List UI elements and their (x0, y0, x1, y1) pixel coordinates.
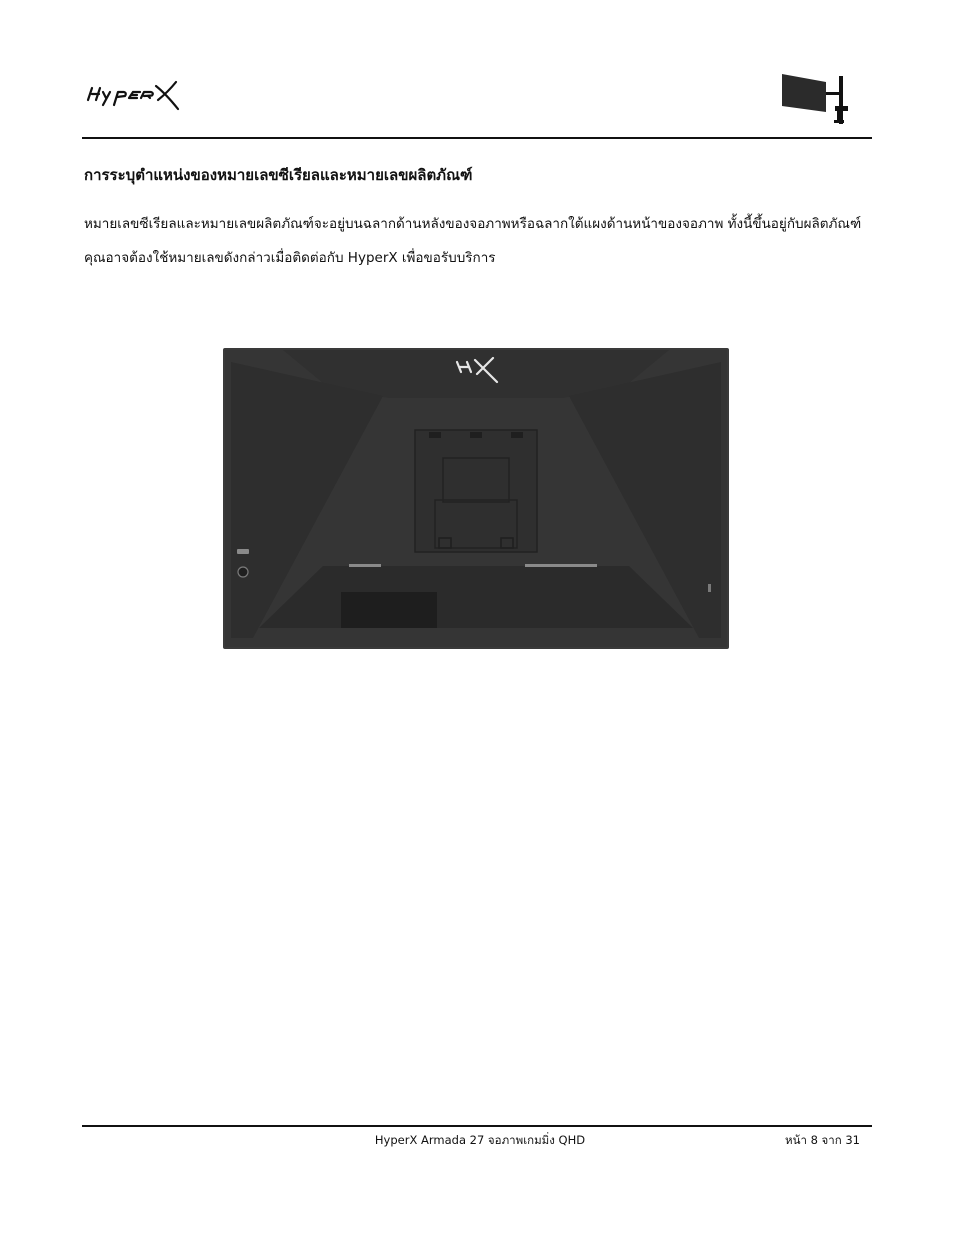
body-paragraph: หมายเลขซีเรียลและหมายเลขผลิตภัณฑ์จะอยู่บนฉลากด้านหลังของจอภาพหรือฉลากใต้แผงด้านหน้าของจอภาพ ทั้งนี้ขึ้นอยู่กับผลิตภัณฑ์ คุณอาจต้องใช้หมายเลขดังกล่าวเมื่อติดต่อกับ HyperX เพื่อขอรับบริการ (84, 216, 862, 266)
page-header (0, 0, 954, 140)
section-title: การระบุตำแหน่งของหมายเลขซีเรียลและหมายเลขผลิตภัณฑ์ (84, 166, 473, 184)
footer-divider (82, 1125, 872, 1127)
hyperx-logo (84, 78, 182, 112)
footer-page-number: หน้า 8 จาก 31 (785, 1133, 860, 1147)
footer-doc-title: HyperX Armada 27 จอภาพเกมมิ่ง QHD (374, 1133, 586, 1147)
monitor-rear-view-illustration (223, 348, 729, 649)
header-divider (82, 137, 872, 139)
monitor-arm-icon (778, 68, 858, 126)
label-area (341, 592, 437, 628)
